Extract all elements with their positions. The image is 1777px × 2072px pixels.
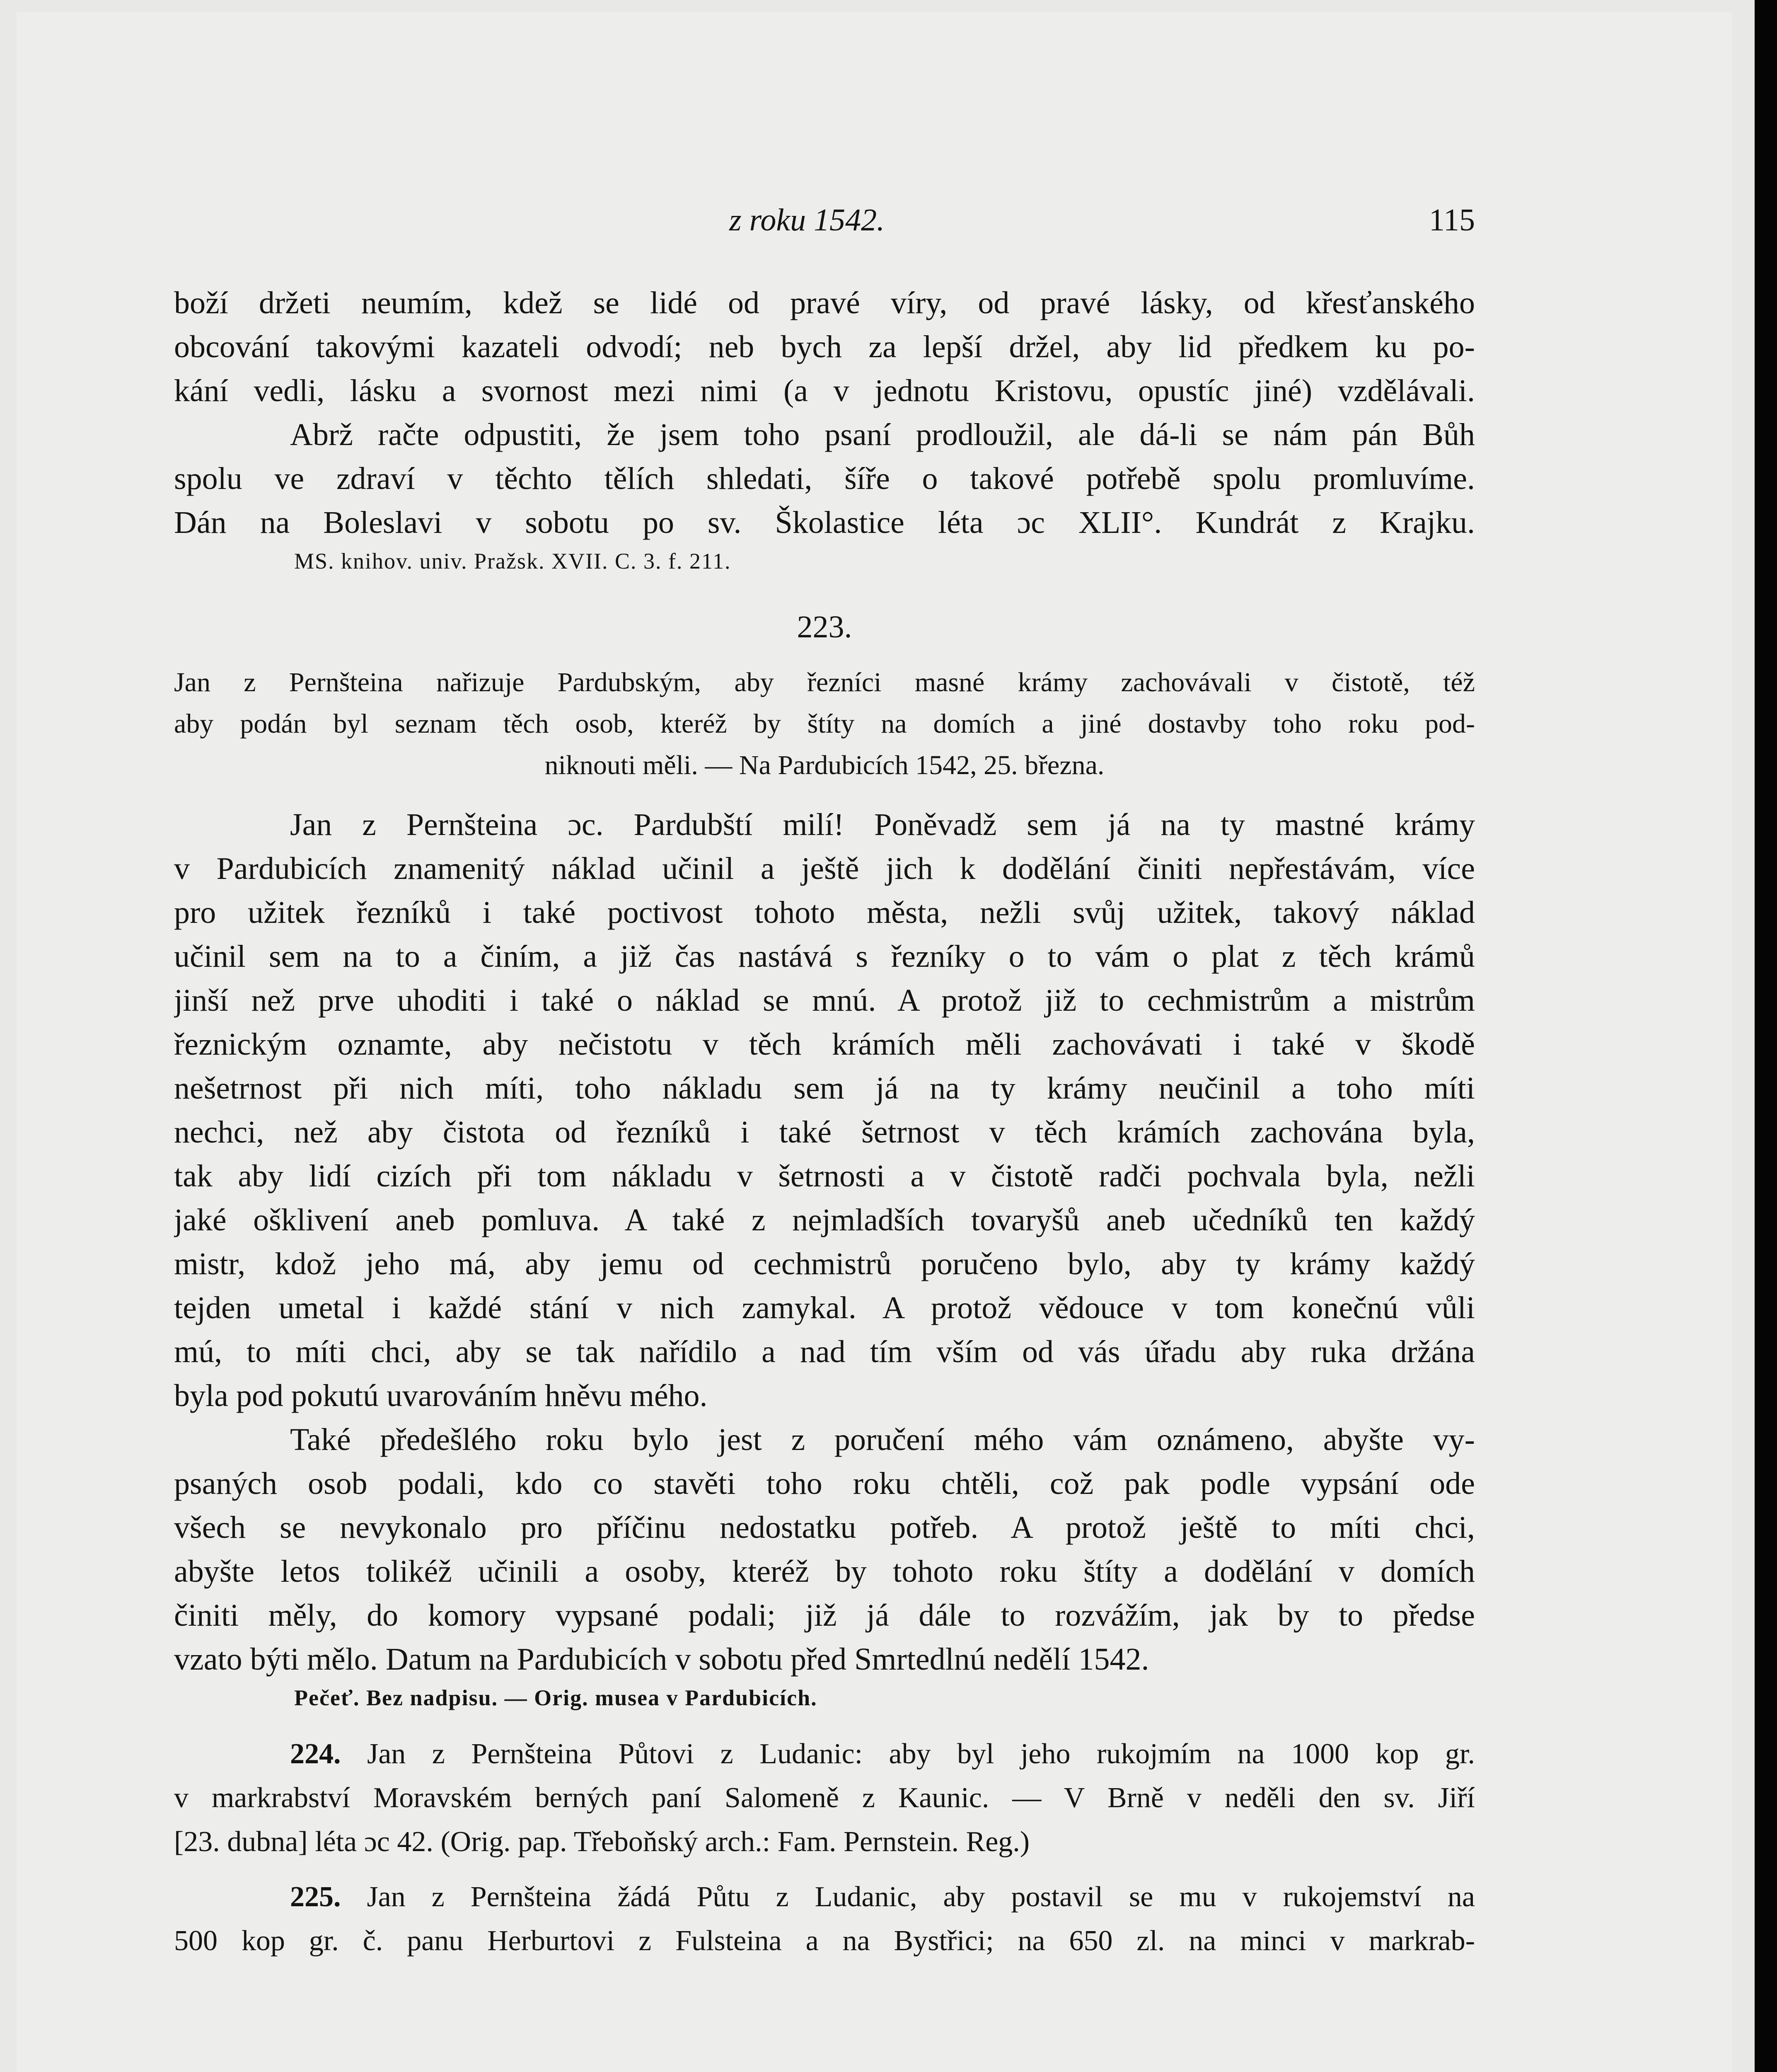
text-line: abyšte letos tolikéž učinili a osoby, kteréž by tohoto roku štíty a dodělání v domích [174, 1554, 1475, 1589]
document-223 [174, 609, 1475, 1714]
text-line: činiti měly, do komory vypsané podali; již já dále to rozvážím, jak by to předse [174, 1598, 1475, 1633]
text-line: Abrž račte odpustiti, že jsem toho psaní prodloužil, ale dá-li se nám pán Bůh [290, 417, 1475, 452]
running-head: z roku 1542. [729, 203, 885, 237]
text-line: Také předešlého roku bylo jest z poručení mého vám oznámeno, abyšte vy- [290, 1422, 1475, 1457]
text-line: Jan z Pernšteina ɔc. Pardubští milí! Poněvadž sem já na ty mastné krámy [290, 807, 1475, 842]
summary-line: aby podán byl seznam těch osob, kteréž by štíty na domích a jiné dostavby toho roku pod- [174, 709, 1475, 739]
regest-line [174, 1875, 1475, 1919]
document-225 [174, 1875, 1475, 1963]
page-number: 115 [1429, 203, 1475, 237]
text-line: jinší než prve uhoditi i také o náklad se mnú. A protož již to cechmistrům a mistrům [174, 983, 1475, 1018]
text-line: všech se nevykonalo pro příčinu nedostatku potřeb. A protož ještě to míti chci, [174, 1510, 1475, 1545]
text-line: boží držeti neumím, kdež se lidé od pravé víry, od pravé lásky, od křesťanského [174, 286, 1475, 320]
text-line: řeznickým oznamte, aby nečistotu v těch krámích měli zachovávati i také v škodě [174, 1027, 1475, 1062]
document-summary [174, 662, 1475, 786]
source-note: MS. knihov. univ. Pražsk. XVII. C. 3. f. 211. [294, 549, 731, 574]
paragraph-2 [174, 1418, 1475, 1681]
scan-border-right [1755, 0, 1777, 2072]
text-line: Dán na Boleslavi v sobotu po sv. Školastice léta ɔc XLII°. Kundrát z Krajku. [174, 505, 1475, 540]
text-line: pro užitek řezníků i také poctivost tohoto města, nežli svůj užitek, takový náklad [174, 895, 1475, 930]
text-line: jaké ošklivení aneb pomluva. A také z nejmladších tovaryšů aneb učedníků ten každý [174, 1203, 1475, 1237]
text-line: mistr, kdož jeho má, aby jemu od cechmistrů poručeno bylo, aby ty krámy každý [174, 1247, 1475, 1281]
letter-end [174, 281, 1475, 578]
page-header [174, 202, 1475, 248]
text-line: kání vedli, lásku a svornost mezi nimi (a v jednotu Kristovu, opustíc jiné) vzdělávali. [174, 373, 1475, 408]
text-line: tak aby lidí cizích při tom nákladu v šetrnosti a v čistotě radči pochvala byla, nežli [174, 1159, 1475, 1193]
summary-line: niknouti měli. — Na Pardubicích 1542, 25. března. [544, 750, 1105, 780]
document-number: 225. [290, 1881, 341, 1913]
text-line: učinil sem na to a činím, a již čas nastává s řezníky o to vám o plat z těch krámů [174, 939, 1475, 974]
document-number: 223. [797, 610, 852, 644]
text-line: spolu ve zdraví v těchto tělích shledati, šíře o takové potřebě spolu promluvíme. [174, 461, 1475, 496]
regest-line: v markrabství Moravském berných paní Salomeně z Kaunic. — V Brně v neděli den sv. Jiří [174, 1782, 1475, 1814]
text-line: nechci, než aby čistota od řezníků i také šetrnost v těch krámích zachována byla, [174, 1115, 1475, 1150]
text-line: mú, to míti chci, aby se tak nařídilo a nad tím vším od vás úřadu aby ruka držána [174, 1334, 1475, 1369]
text-line: byla pod pokutú uvarováním hněvu mého. [174, 1378, 708, 1413]
regest-line: [23. dubna] léta ɔc 42. (Orig. pap. Třeboňský arch.: Fam. Pernstein. Reg.) [174, 1826, 1030, 1858]
text-line: nešetrnost při nich míti, toho nákladu sem já na ty krámy neučinil a toho míti [174, 1071, 1475, 1106]
regest-line [174, 1732, 1475, 1776]
document-number: 224. [290, 1738, 341, 1770]
regest-text: Jan z Pernšteina Půtovi z Ludanic: aby byl jeho rukojmím na 1000 kop gr. [367, 1738, 1475, 1770]
text-line: tejden umetal i každé stání v nich zamykal. A protož vědouce v tom konečnú vůli [174, 1290, 1475, 1325]
regest-text: Jan z Pernšteina žádá Půtu z Ludanic, aby postavil se mu v rukojemství na [367, 1881, 1475, 1913]
text-line: vzato býti mělo. Datum na Pardubicích v sobotu před Smrtedlnú nedělí 1542. [174, 1642, 1149, 1677]
source-note: Pečeť. Bez nadpisu. — Orig. musea v Pardubicích. [294, 1685, 817, 1710]
text-line: psaných osob podali, kdo co stavěti toho roku chtěli, což pak podle vypsání ode [174, 1466, 1475, 1501]
document-224 [174, 1732, 1475, 1864]
paragraph-1 [174, 803, 1475, 1418]
summary-line: Jan z Pernšteina nařizuje Pardubským, aby řezníci masné krámy zachovávali v čistotě, též [174, 667, 1475, 697]
text-line: v Pardubicích znamenitý náklad učinil a ještě jich k dodělání činiti nepřestávám, více [174, 851, 1475, 886]
regest-line: 500 kop gr. č. panu Herburtovi z Fulsteina a na Bystřici; na 650 zl. na minci v markrab- [174, 1925, 1475, 1957]
text-line: obcování takovými kazateli odvodí; neb bych za lepší držel, aby lid předkem ku po- [174, 329, 1475, 364]
